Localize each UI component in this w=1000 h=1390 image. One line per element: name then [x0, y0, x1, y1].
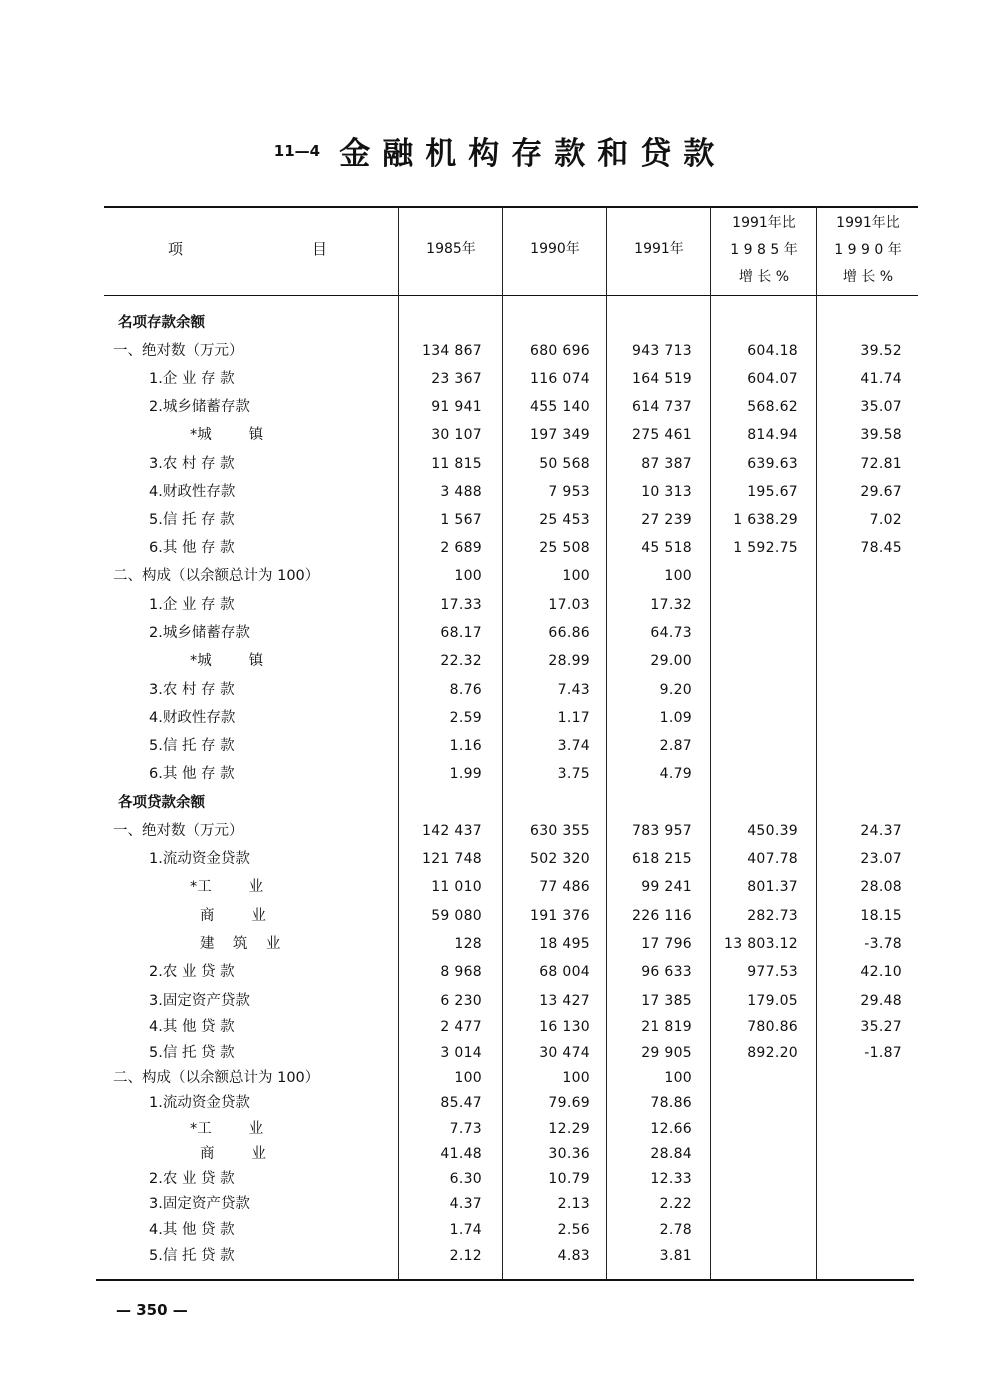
growth-vs-1985: 1 638.29: [733, 512, 798, 528]
table-row: [0, 649, 1000, 673]
header-growth-1990: [818, 210, 918, 291]
value-1991: 4.79: [659, 766, 692, 782]
table-row: [0, 395, 1000, 419]
table-row: [0, 819, 1000, 843]
table-row: [0, 904, 1000, 928]
growth-vs-1990: 29.48: [860, 993, 902, 1009]
value-1990: 18 495: [539, 936, 590, 952]
value-1991: 12.66: [650, 1121, 692, 1137]
value-1990: 7 953: [548, 484, 590, 500]
table-row: [0, 452, 1000, 476]
table-row: [0, 1218, 1000, 1242]
growth-vs-1990: 7.02: [869, 512, 902, 528]
value-1985: 6.30: [449, 1171, 482, 1187]
row-label: 2.农 业 贷 款: [149, 964, 235, 980]
table-row: [0, 508, 1000, 532]
value-1990: 1.17: [557, 710, 590, 726]
header-growth-1990-line: 1 9 9 0 年: [834, 242, 902, 258]
value-1990: 12.29: [548, 1121, 590, 1137]
row-label: 建 筑 业: [200, 936, 281, 952]
section-heading-row: [0, 311, 1000, 335]
value-1991: 783 957: [632, 823, 692, 839]
growth-vs-1985: 604.07: [747, 371, 798, 387]
growth-vs-1990: 35.07: [860, 399, 902, 415]
growth-vs-1990: 42.10: [860, 964, 902, 980]
header-growth-1990-line: 增 长 %: [842, 269, 894, 285]
row-label: 二、构成（以余额总计为 100）: [113, 1070, 320, 1086]
growth-vs-1985: 450.39: [747, 823, 798, 839]
value-1985: 1.99: [449, 766, 482, 782]
value-1990: 3.74: [557, 738, 590, 754]
table-row: [0, 706, 1000, 730]
value-1985: 22.32: [440, 653, 482, 669]
growth-vs-1985: 1 592.75: [733, 540, 798, 556]
value-1985: 134 867: [422, 343, 482, 359]
value-1985: 11 010: [431, 879, 482, 895]
row-label: 6.其 他 存 款: [149, 540, 235, 556]
value-1990: 100: [562, 1070, 590, 1086]
table-number: 11—4: [273, 141, 321, 160]
table-row: [0, 1041, 1000, 1065]
value-1991: 45 518: [641, 540, 692, 556]
value-1985: 30 107: [431, 427, 482, 443]
value-1990: 30.36: [548, 1146, 590, 1162]
growth-vs-1990: 18.15: [860, 908, 902, 924]
table-row: [0, 678, 1000, 702]
table-top-rule: [104, 206, 918, 208]
growth-vs-1985: 639.63: [747, 456, 798, 472]
growth-vs-1990: -3.78: [864, 936, 902, 952]
value-1985: 59 080: [431, 908, 482, 924]
value-1985: 8 968: [440, 964, 482, 980]
value-1985: 2.59: [449, 710, 482, 726]
value-1990: 455 140: [530, 399, 590, 415]
table-row: [0, 536, 1000, 560]
value-1990: 630 355: [530, 823, 590, 839]
value-1985: 3 014: [440, 1045, 482, 1061]
header-1991: 1991年: [634, 241, 684, 257]
row-label: 二、构成（以余额总计为 100）: [113, 568, 320, 584]
value-1990: 28.99: [548, 653, 590, 669]
growth-vs-1990: 35.27: [860, 1019, 902, 1035]
value-1991: 226 116: [632, 908, 692, 924]
value-1991: 96 633: [641, 964, 692, 980]
row-label: *城 镇: [190, 427, 264, 443]
value-1985: 91 941: [431, 399, 482, 415]
growth-vs-1985: 282.73: [747, 908, 798, 924]
value-1990: 680 696: [530, 343, 590, 359]
table-row: [0, 339, 1000, 363]
table-row: [0, 621, 1000, 645]
growth-vs-1985: 977.53: [747, 964, 798, 980]
value-1991: 27 239: [641, 512, 692, 528]
row-label: 4.其 他 贷 款: [149, 1019, 235, 1035]
value-1985: 142 437: [422, 823, 482, 839]
value-1990: 77 486: [539, 879, 590, 895]
table-row: [0, 480, 1000, 504]
value-1990: 25 453: [539, 512, 590, 528]
table-row: [0, 423, 1000, 447]
value-1991: 64.73: [650, 625, 692, 641]
growth-vs-1990: 23.07: [860, 851, 902, 867]
value-1990: 17.03: [548, 597, 590, 613]
growth-vs-1985: 780.86: [747, 1019, 798, 1035]
value-1991: 29 905: [641, 1045, 692, 1061]
value-1991: 100: [664, 568, 692, 584]
value-1990: 4.83: [557, 1248, 590, 1264]
value-1991: 3.81: [659, 1248, 692, 1264]
table-header-rule: [104, 295, 918, 296]
value-1991: 78.86: [650, 1095, 692, 1111]
value-1985: 100: [454, 1070, 482, 1086]
row-label: 4.财政性存款: [149, 710, 236, 726]
value-1991: 10 313: [641, 484, 692, 500]
value-1990: 116 074: [530, 371, 590, 387]
row-label: 1.流动资金贷款: [149, 851, 250, 867]
row-label: 名项存款余额: [118, 315, 205, 331]
table-row: [0, 593, 1000, 617]
value-1985: 2 689: [440, 540, 482, 556]
value-1985: 1 567: [440, 512, 482, 528]
table-row: [0, 1192, 1000, 1216]
value-1985: 7.73: [449, 1121, 482, 1137]
table-row: [0, 1117, 1000, 1141]
value-1985: 17.33: [440, 597, 482, 613]
value-1985: 23 367: [431, 371, 482, 387]
row-label: 4.财政性存款: [149, 484, 236, 500]
value-1990: 25 508: [539, 540, 590, 556]
header-item-b: 目: [312, 240, 328, 258]
value-1985: 100: [454, 568, 482, 584]
growth-vs-1985: 179.05: [747, 993, 798, 1009]
value-1991: 28.84: [650, 1146, 692, 1162]
value-1990: 68 004: [539, 964, 590, 980]
row-label: 5.信 托 存 款: [149, 738, 235, 754]
growth-vs-1985: 892.20: [747, 1045, 798, 1061]
value-1991: 17.32: [650, 597, 692, 613]
table-row: [0, 564, 1000, 588]
row-label: 各项贷款余额: [118, 795, 205, 811]
row-label: *工 业: [190, 1121, 264, 1137]
row-label: 1.流动资金贷款: [149, 1095, 250, 1111]
value-1990: 30 474: [539, 1045, 590, 1061]
value-1985: 41.48: [440, 1146, 482, 1162]
value-1990: 3.75: [557, 766, 590, 782]
value-1990: 2.56: [557, 1222, 590, 1238]
value-1991: 614 737: [632, 399, 692, 415]
section-heading-row: [0, 791, 1000, 815]
value-1985: 11 815: [431, 456, 482, 472]
table-row: [0, 932, 1000, 956]
value-1985: 2.12: [449, 1248, 482, 1264]
row-label: 2.城乡储蓄存款: [149, 625, 250, 641]
header-growth-1985-line: 增 长 %: [738, 269, 790, 285]
value-1985: 8.76: [449, 682, 482, 698]
row-label: 5.信 托 贷 款: [149, 1248, 235, 1264]
table-row: [0, 847, 1000, 871]
growth-vs-1990: 41.74: [860, 371, 902, 387]
header-growth-1985-line: 1991年比: [732, 215, 796, 231]
table-row: [0, 367, 1000, 391]
value-1991: 164 519: [632, 371, 692, 387]
header-growth-1990-line: 1991年比: [836, 215, 900, 231]
growth-vs-1985: 568.62: [747, 399, 798, 415]
header-1990: 1990年: [530, 241, 580, 257]
value-1990: 66.86: [548, 625, 590, 641]
growth-vs-1990: 24.37: [860, 823, 902, 839]
row-label: 商 业: [200, 1146, 266, 1162]
row-label: *工 业: [190, 879, 264, 895]
growth-vs-1985: 13 803.12: [724, 936, 798, 952]
header-growth-1985-line: 1 9 8 5 年: [730, 242, 798, 258]
table-row: [0, 960, 1000, 984]
growth-vs-1985: 195.67: [747, 484, 798, 500]
growth-vs-1990: 28.08: [860, 879, 902, 895]
value-1990: 191 376: [530, 908, 590, 924]
table-row: [0, 1142, 1000, 1166]
value-1985: 3 488: [440, 484, 482, 500]
value-1985: 6 230: [440, 993, 482, 1009]
value-1990: 197 349: [530, 427, 590, 443]
header-1985: 1985年: [426, 241, 476, 257]
row-label: *城 镇: [190, 653, 264, 669]
growth-vs-1985: 407.78: [747, 851, 798, 867]
growth-vs-1990: 39.52: [860, 343, 902, 359]
table-row: [0, 1167, 1000, 1191]
row-label: 3.固定资产贷款: [149, 993, 250, 1009]
value-1985: 2 477: [440, 1019, 482, 1035]
row-label: 4.其 他 贷 款: [149, 1222, 235, 1238]
value-1990: 2.13: [557, 1196, 590, 1212]
value-1991: 17 385: [641, 993, 692, 1009]
value-1991: 100: [664, 1070, 692, 1086]
growth-vs-1985: 604.18: [747, 343, 798, 359]
growth-vs-1990: 29.67: [860, 484, 902, 500]
table-title: 金融机构存款和贷款: [339, 136, 727, 172]
row-label: 1.企 业 存 款: [149, 597, 235, 613]
table-row: [0, 1244, 1000, 1268]
value-1985: 85.47: [440, 1095, 482, 1111]
header-item-a: 项: [168, 240, 184, 258]
value-1991: 21 819: [641, 1019, 692, 1035]
row-label: 5.信 托 存 款: [149, 512, 235, 528]
value-1991: 2.78: [659, 1222, 692, 1238]
table-row: [0, 734, 1000, 758]
row-label: 3.农 村 存 款: [149, 456, 235, 472]
value-1991: 29.00: [650, 653, 692, 669]
growth-vs-1990: -1.87: [864, 1045, 902, 1061]
header-growth-1985: [712, 210, 816, 291]
value-1991: 17 796: [641, 936, 692, 952]
table-row: [0, 1066, 1000, 1090]
value-1985: 1.74: [449, 1222, 482, 1238]
value-1991: 943 713: [632, 343, 692, 359]
row-label: 1.企 业 存 款: [149, 371, 235, 387]
value-1991: 9.20: [659, 682, 692, 698]
value-1985: 4.37: [449, 1196, 482, 1212]
value-1990: 502 320: [530, 851, 590, 867]
value-1991: 2.87: [659, 738, 692, 754]
table-bottom-rule: [96, 1279, 914, 1281]
row-label: 2.城乡储蓄存款: [149, 399, 250, 415]
value-1990: 13 427: [539, 993, 590, 1009]
row-label: 5.信 托 贷 款: [149, 1045, 235, 1061]
table-row: [0, 762, 1000, 786]
value-1985: 121 748: [422, 851, 482, 867]
value-1990: 10.79: [548, 1171, 590, 1187]
value-1991: 618 215: [632, 851, 692, 867]
growth-vs-1985: 814.94: [747, 427, 798, 443]
value-1985: 128: [454, 936, 482, 952]
value-1990: 50 568: [539, 456, 590, 472]
value-1990: 100: [562, 568, 590, 584]
row-label: 商 业: [200, 908, 266, 924]
page-title: [0, 128, 1000, 173]
table-row: [0, 989, 1000, 1013]
value-1991: 1.09: [659, 710, 692, 726]
value-1991: 99 241: [641, 879, 692, 895]
growth-vs-1990: 72.81: [860, 456, 902, 472]
table-row: [0, 875, 1000, 899]
value-1985: 1.16: [449, 738, 482, 754]
growth-vs-1990: 78.45: [860, 540, 902, 556]
value-1990: 16 130: [539, 1019, 590, 1035]
row-label: 6.其 他 存 款: [149, 766, 235, 782]
growth-vs-1990: 39.58: [860, 427, 902, 443]
value-1991: 2.22: [659, 1196, 692, 1212]
row-label: 2.农 业 贷 款: [149, 1171, 235, 1187]
value-1991: 275 461: [632, 427, 692, 443]
table-row: [0, 1091, 1000, 1115]
row-label: 一、绝对数（万元）: [113, 343, 244, 359]
table-row: [0, 1015, 1000, 1039]
growth-vs-1985: 801.37: [747, 879, 798, 895]
page-number: — 350 —: [116, 1301, 188, 1319]
value-1990: 79.69: [548, 1095, 590, 1111]
value-1990: 7.43: [557, 682, 590, 698]
row-label: 一、绝对数（万元）: [113, 823, 244, 839]
row-label: 3.农 村 存 款: [149, 682, 235, 698]
value-1991: 87 387: [641, 456, 692, 472]
row-label: 3.固定资产贷款: [149, 1196, 250, 1212]
value-1991: 12.33: [650, 1171, 692, 1187]
value-1985: 68.17: [440, 625, 482, 641]
